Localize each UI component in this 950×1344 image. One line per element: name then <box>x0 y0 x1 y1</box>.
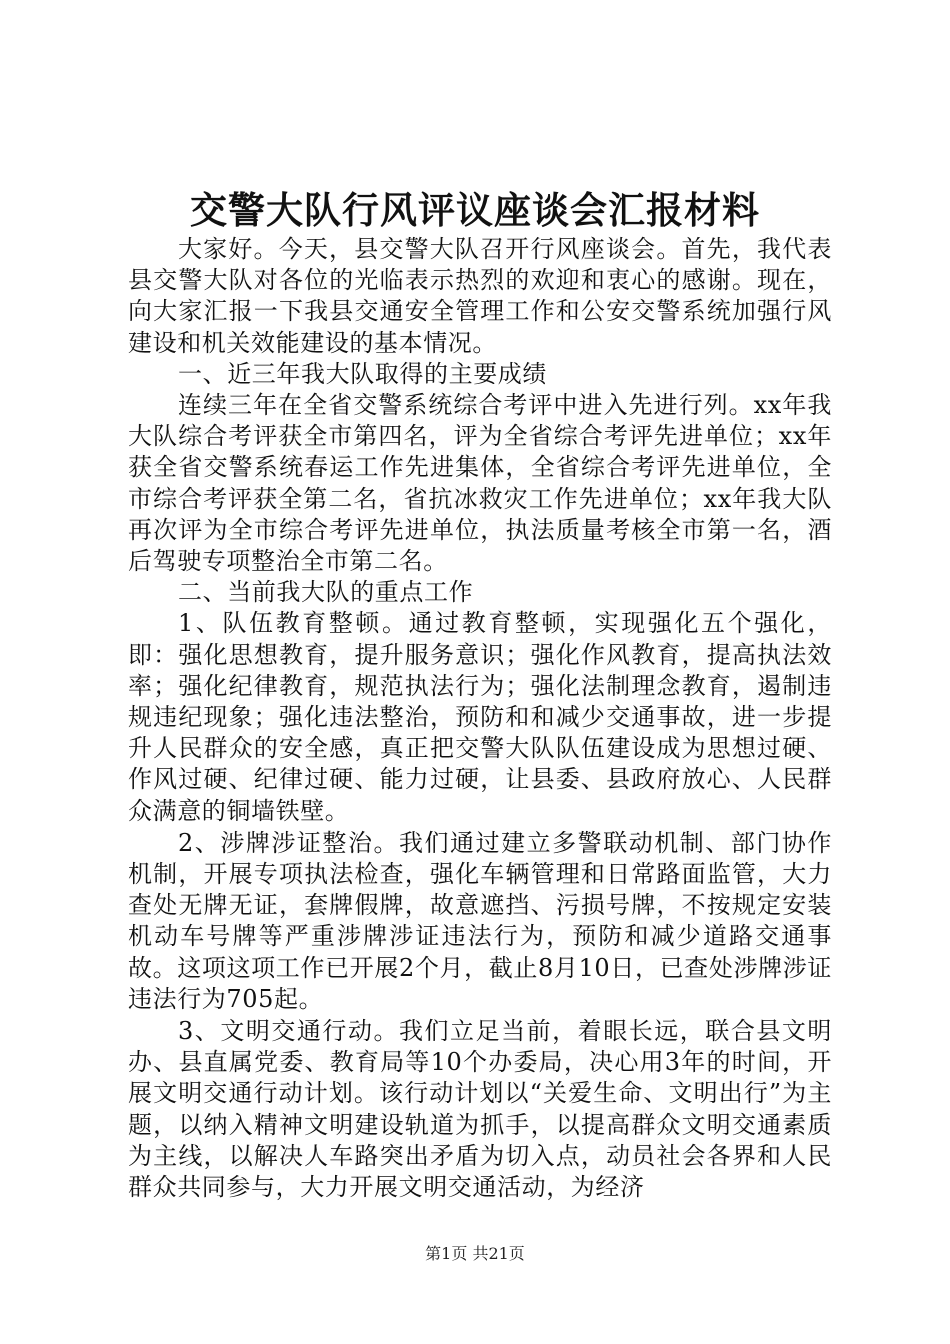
section-heading-key-work: 二、当前我大队的重点工作 <box>178 578 474 607</box>
paragraph-team-rectification: 1、队伍教育整顿。通过教育整顿，实现强化五个强化，即：强化思想教育，提升服务意识；强化作风教育，提高执法效率；强化纪律教育，规范执法行为；强化法制理念教育，遏制违规违纪现象；强化违法整治，预防和和减少交通事故，进一步提升人民群众的安全感，真正把交警大队队伍建设成为思想过硬、作风过硬、纪律过硬、能力过硬，让县委、县政府放心、人民群众满意的铜墙铁壁。 <box>128 609 832 825</box>
section-heading-achievements: 一、近三年我大队取得的主要成绩 <box>178 359 547 388</box>
paragraph-intro: 大家好。今天，县交警大队召开行风座谈会。首先，我代表县交警大队对各位的光临表示热烈的欢迎和衷心的感谢。现在，向大家汇报一下我县交通安全管理工作和公安交警系统加强行风建设和机关效能建设的基本情况。 <box>128 235 832 357</box>
document-title: 交警大队行风评议座谈会汇报材料 <box>190 188 760 232</box>
paragraph-achievements: 连续三年在全省交警系统综合考评中进入先进行列。xx年我大队综合考评获全市第四名，评为全省综合考评先进单位；xx年获全省交警系统春运工作先进集体，全省综合考评先进单位，全市综合考评获全第二名，省抗冰救灾工作先进单位；xx年我大队再次评为全市综合考评先进单位，执法质量考核全市第一名，酒后驾驶专项整治全市第二名。 <box>128 391 832 576</box>
paragraph-civilized-traffic: 3、文明交通行动。我们立足当前，着眼长远，联合县文明办、县直属党委、教育局等10个办委局，决心用3年的时间，开展文明交通行动计划。该行动计划以“关爱生命、文明出行”为主题，以纳入精神文明建设轨道为抓手，以提高群众文明交通素质为主线，以解决人车路突出矛盾为切入点，动员社会各界和人民群众共同参与，大力开展文明交通活动，为经济 <box>128 1017 832 1202</box>
page-number: 第1页 共21页 <box>425 1244 525 1263</box>
paragraph-plate-license-rectification: 2、涉牌涉证整治。我们通过建立多警联动机制、部门协作机制，开展专项执法检查，强化车辆管理和日常路面监管，大力查处无牌无证，套牌假牌，故意遮挡、污损号牌，不按规定安装机动车号牌等严重涉牌涉证违法行为，预防和减少道路交通事故。这项这项工作已开展2个月，截止8月10日，已查处涉牌涉证违法行为705起。 <box>128 828 832 1013</box>
document-body <box>128 234 832 1203</box>
